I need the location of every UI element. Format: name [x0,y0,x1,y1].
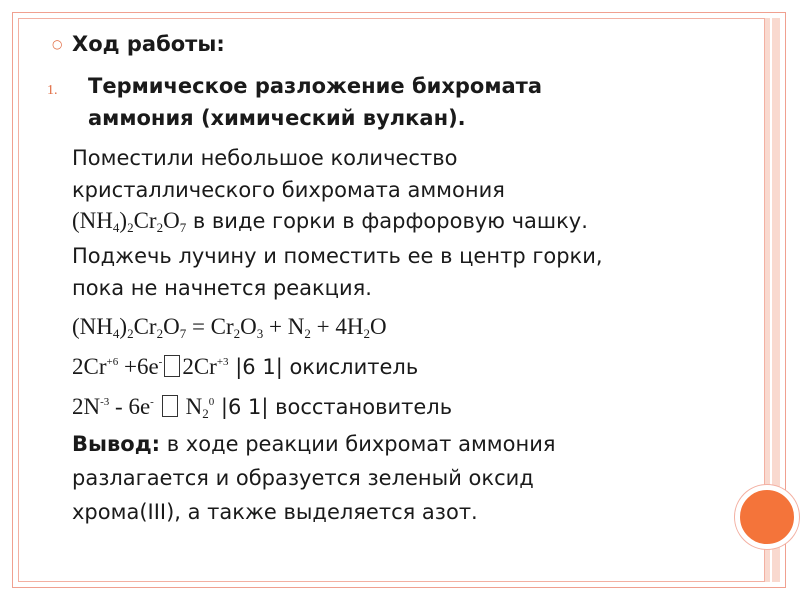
conclusion-line3: хрома(III), а также выделяется азот. [72,500,478,524]
conclusion-label: Вывод: [72,432,161,456]
para-line4: Поджечь лучину и поместить ее в центр горки, [72,244,603,268]
item-title-line2: аммония (химический вулкан). [88,106,466,130]
item-title-line1: Термическое разложение бихромата [88,74,543,98]
para-line2: кристаллического бихромата аммония [72,178,505,202]
para-line1: Поместили небольшое количество [72,146,458,170]
conclusion-line1: Вывод: в ходе реакции бихромат аммония [72,432,556,456]
decorative-circle [735,485,799,549]
electron-balance-chromium: $2Cr^{+6} +6e^-$ $2Cr^{+3}$ |6 1| окислитель [72,354,419,379]
conclusion-line2: разлагается и образуется зеленый оксид [72,466,534,490]
missing-arrow-icon [162,395,178,417]
bullet-icon: ○ [52,37,63,51]
para-line5: пока не начнется реакция. [72,276,372,300]
electron-balance-nitrogen: $2N^{-3} - 6e^-$ $N_2^0$ |6 1| восстановитель [72,394,453,421]
heading: Ход работы: [72,32,225,56]
missing-arrow-icon [164,355,180,377]
list-number: 1. [47,83,58,98]
formula-ammonium-dichromate: $(NH_4)_2Cr_2O_7$ [72,208,187,235]
para-line3: $(NH_4)_2Cr_2O_7$ в виде горки в фарфоровую чашку. [72,208,588,235]
reaction-equation: $(NH_4)_2Cr_2O_7 = Cr_2O_3 + N_2 + 4H_2O$ [72,314,387,341]
slide-frame-inner [18,18,780,582]
